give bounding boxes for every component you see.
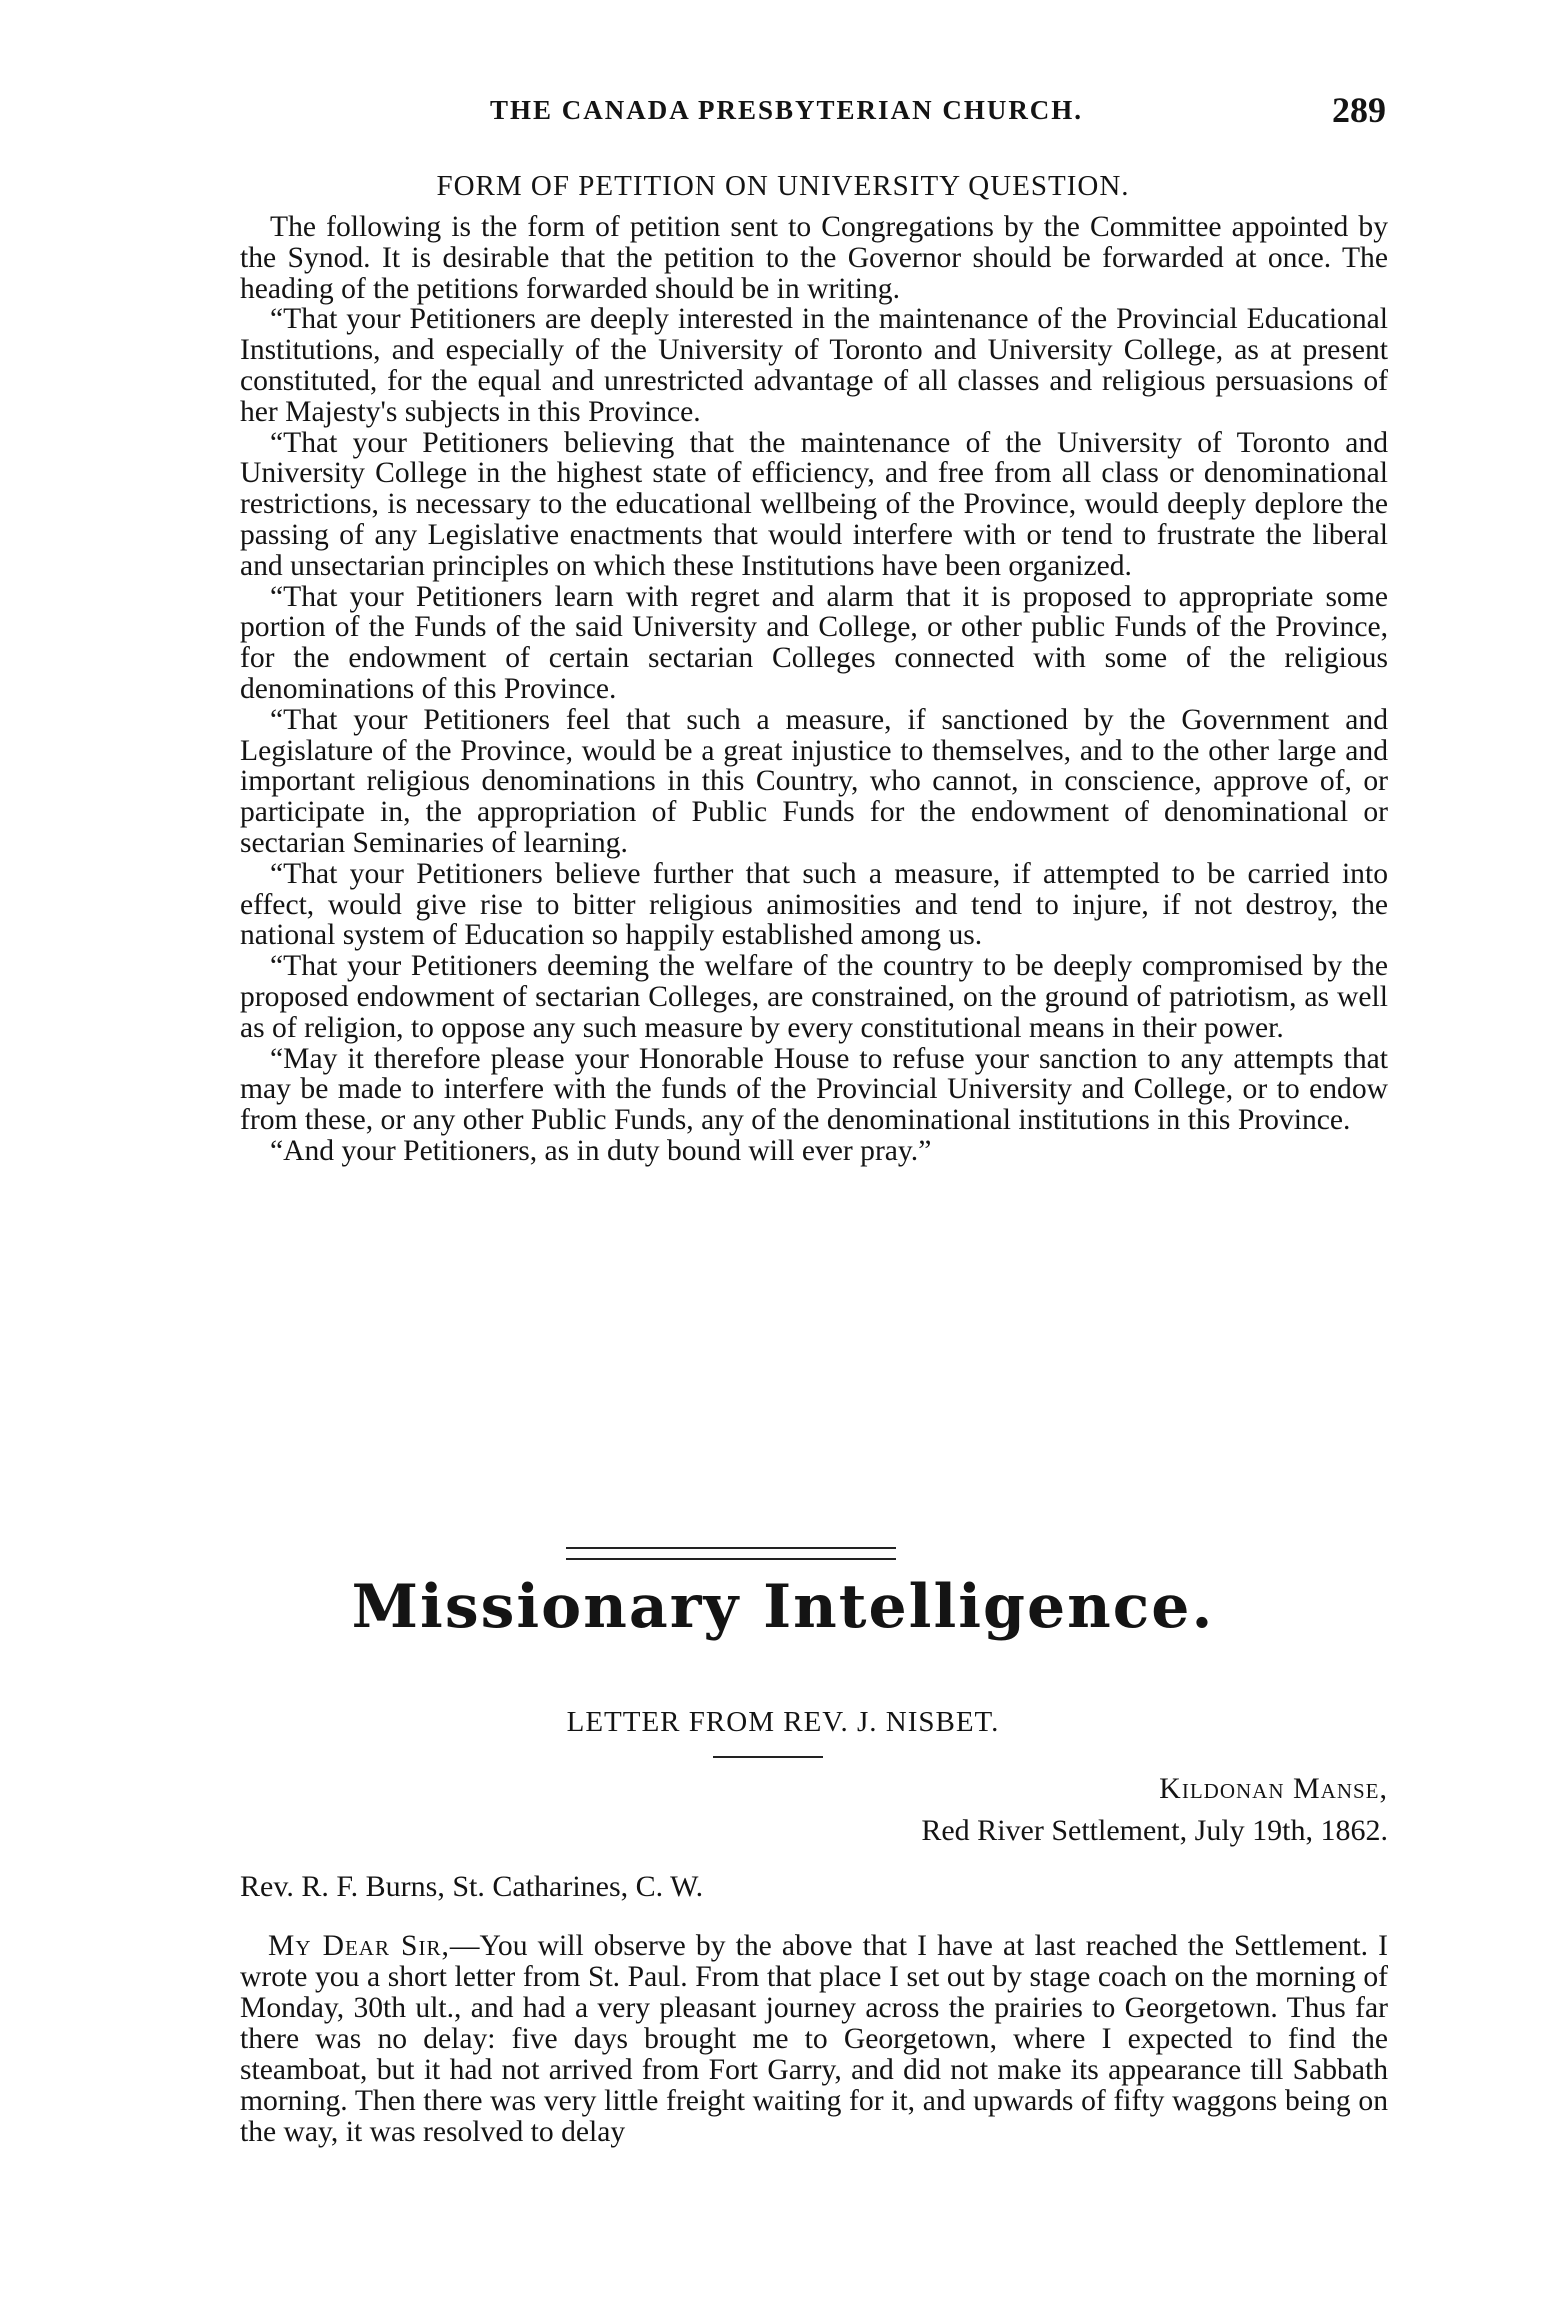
section-divider: [566, 1547, 896, 1560]
petition-intro-paragraph: The following is the form of petition sent to Congregations by the Committee appointed by the Synod. It is desirable that the petition to the Governor should be forwarded at once. The heading of the petitions forwarded should be in writing.: [240, 211, 1388, 305]
running-title: THE CANADA PRESBYTERIAN CHURCH.: [490, 95, 1084, 125]
petition-text: [240, 212, 1388, 1167]
petition-paragraph: “May it therefore please your Honorable House to refuse your sanction to any attempts that may be made to interfere with the funds of the Provincial University and College, or to endow from these, or any other Public Funds, any of the denominational institutions in this Province.: [240, 1042, 1388, 1137]
letter-paragraph: [240, 1931, 1388, 2148]
letter-text: [240, 1931, 1388, 2148]
page-number: 289: [1332, 90, 1386, 130]
petition-paragraph: “That your Petitioners feel that such a measure, if sanctioned by the Government and Legislature of the Province, would be a great injustice to themselves, and to the other large and important religious denominations in this Country, who cannot, in conscience, approve of, or participate in, the appropriation of Public Funds for the endowment of denominational or sectarian Seminaries of learning.: [240, 703, 1388, 859]
petition-paragraph: “That your Petitioners believe further that such a measure, if attempted to be carried into effect, would give rise to bitter religious animosities and tend to injure, if not destroy, the national system of Education so happily established among us.: [240, 857, 1388, 952]
missionary-heading: Missionary Intelligence.: [351, 1572, 1215, 1642]
letter-date-line: Red River Settlement, July 19th, 1862.: [921, 1814, 1388, 1847]
letter-body: —You will observe by the above that I have at last reached the Settlement. I wrote you a short letter from St. Paul. From that place I set out by stage coach on the morning of Monday, 30th ult., and had a very pleasant journey across the prairies to Georgetown. Thus far there was no delay: five days brought me to Georgetown, where I expected to find the steamboat, but it had not arrived from Fort Garry, and did not make its appearance till Sabbath morning. Then there was very little freight waiting for it, and upwards of fifty waggons being on the way, it was resolved to delay: [240, 1930, 1388, 2148]
petition-paragraph: “That your Petitioners deeming the welfare of the country to be deeply compromised by the proposed endowment of sectarian Colleges, are constrained, on the ground of patriotism, as well as of religion, to oppose any such measure by every constitutional means in their power.: [240, 950, 1388, 1044]
letter-title: LETTER FROM REV. J. NISBET.: [566, 1706, 1000, 1738]
petition-paragraph: “That your Petitioners are deeply interested in the maintenance of the Provincial Educational Institutions, and especially of the University of Toronto and University College, as at present constituted, for the equal and unrestricted advantage of all classes and religious persuasions of her Majesty's subjects in this Province.: [240, 303, 1388, 428]
letter-salutation: My Dear Sir,: [268, 1930, 450, 1962]
petition-title: FORM OF PETITION ON UNIVERSITY QUESTION.: [436, 170, 1130, 202]
petition-closing-paragraph: “And your Petitioners, as in duty bound will ever pray.”: [270, 1134, 932, 1167]
letter-place-line: Kildonan Manse,: [1159, 1772, 1388, 1805]
letter-addressee: Rev. R. F. Burns, St. Catharines, C. W.: [240, 1870, 704, 1903]
running-head: [0, 90, 1566, 135]
letter-title-rule: [713, 1756, 823, 1758]
petition-paragraph: “That your Petitioners learn with regret and alarm that it is proposed to appropriate some portion of the Funds of the said University and College, or other public Funds of the Province, for the endowment of certain sectarian Colleges connected with some of the religious denominations of this Province.: [240, 580, 1388, 705]
petition-paragraph: “That your Petitioners believing that the maintenance of the University of Toronto and University College in the highest state of efficiency, and free from all class or denominational restrictions, is necessary to the educational wellbeing of the Province, would deeply deplore the passing of any Legislative enactments that would interfere with or tend to frustrate the liberal and unsectarian principles on which these Institutions have been organized.: [240, 426, 1388, 582]
